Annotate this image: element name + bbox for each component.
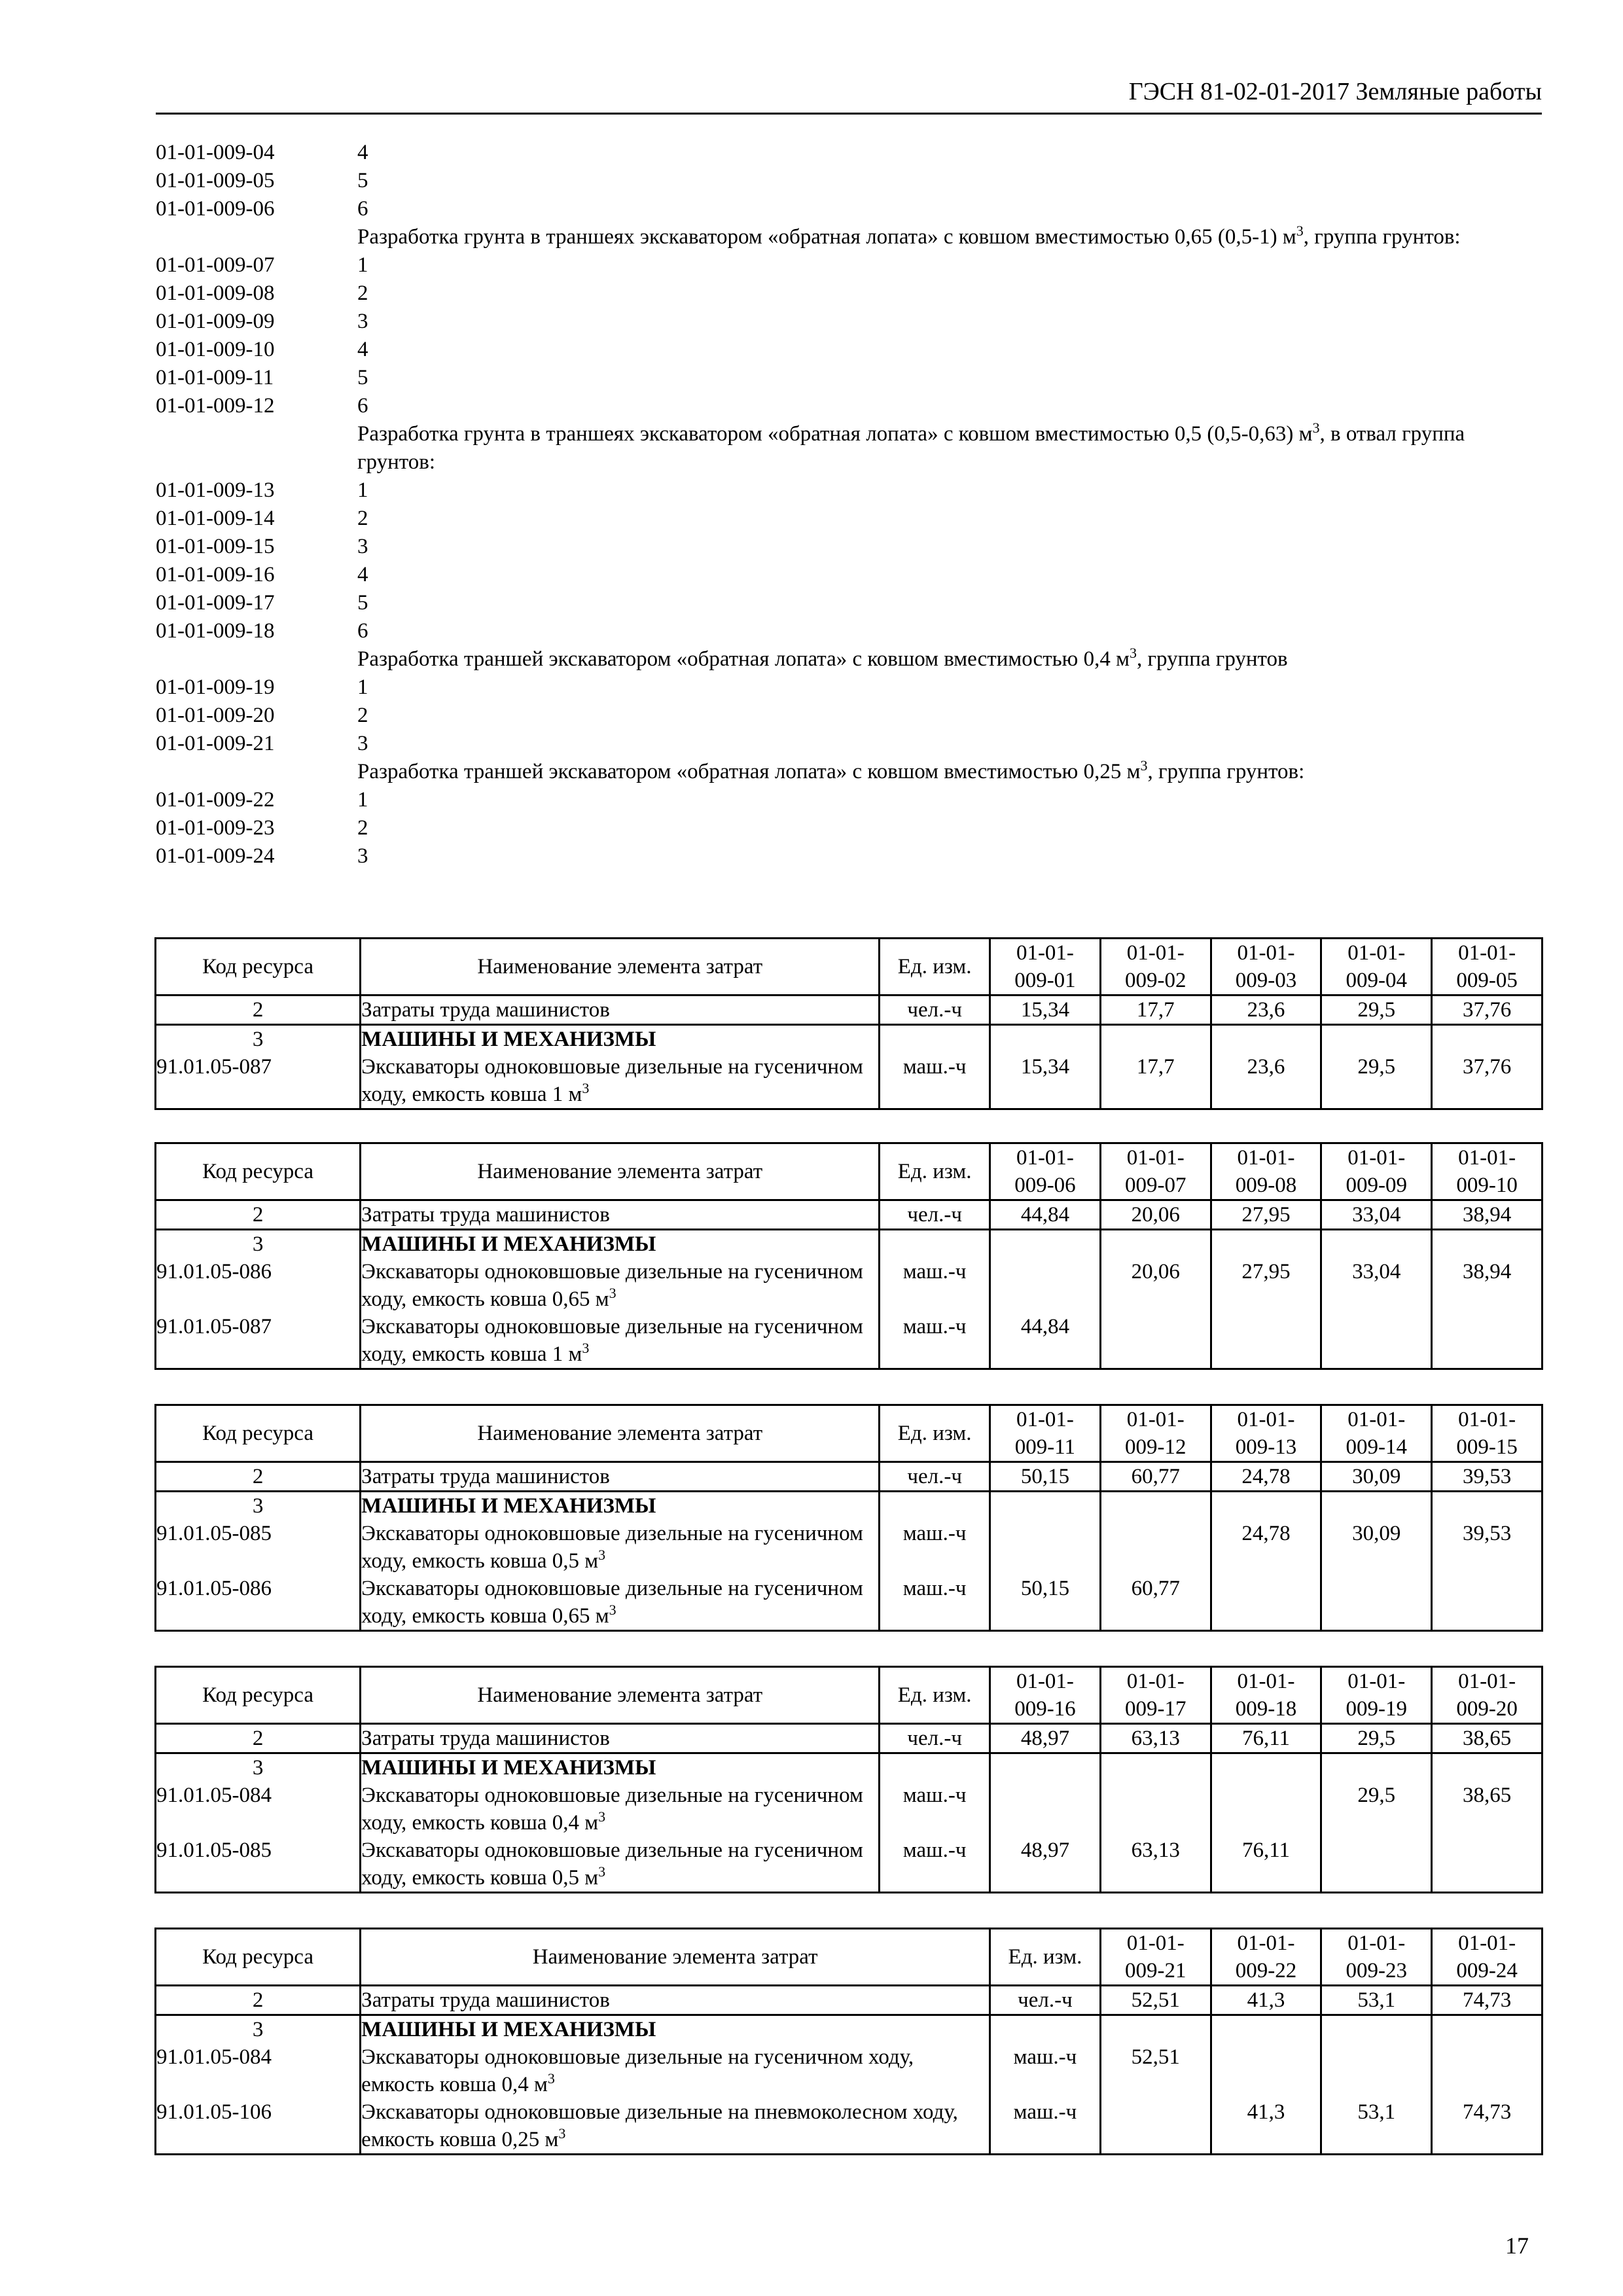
header-code: Код ресурса [156,1929,361,1986]
resource-unit: маш.-ч [990,2098,1101,2155]
norm-code: 01-01-009-07 [156,253,275,277]
section-description: Разработка траншей экскаватором «обратная лопата» с ковшом вместимостью 0,25 $м^3$, группа грунтов: [357,757,1305,783]
labor-value: 50,15 [990,1462,1101,1492]
labor-value: 33,04 [1321,1200,1432,1230]
labor-unit: чел.-ч [880,1200,990,1230]
table-header-row [156,1929,1543,1986]
machines-code: 3 [156,1230,361,1259]
group-number: 6 [357,394,368,418]
labor-value: 41,3 [1211,1986,1321,2015]
resource-name: Экскаваторы одноковшовые дизельные на гусеничном ходу, емкость ковша 0,5 $м^3$ [361,1520,880,1575]
resource-code: 91.01.05-084 [156,2043,361,2098]
section-description: Разработка траншей экскаватором «обратная лопата» с ковшом вместимостью 0,4 $м^3$, группа грунтов [357,645,1288,671]
header-name: Наименование элемента затрат [361,939,880,996]
group-number: 2 [357,507,368,530]
code-row [156,195,1542,223]
resource-value: 53,1 [1321,2098,1432,2155]
group-number: 5 [357,169,368,192]
norm-code: 01-01-009-11 [156,366,274,389]
machines-section-row [156,2015,1543,2044]
labor-name: Затраты труда машинистов [361,1986,990,2015]
code-row [156,533,1542,561]
empty-cell [1100,2015,1211,2044]
resource-row [156,1313,1543,1369]
labor-name: Затраты труда машинистов [361,996,880,1025]
labor-value: 48,97 [990,1724,1101,1753]
header-norm-code: 01-01- 009-22 [1211,1929,1321,1986]
header-norm-code: 01-01- 009-18 [1211,1667,1321,1724]
section-description: Разработка грунта в траншеях экскаватором «обратная лопата» с ковшом вместимостью 0,65 (0,5-1) $м^3$, группа грунтов: [357,223,1461,249]
empty-cell [1321,1025,1432,1054]
labor-row [156,996,1543,1025]
resource-value: 60,77 [1100,1575,1211,1631]
machines-title: МАШИНЫ И МЕХАНИЗМЫ [361,1492,880,1520]
header-norm-code: 01-01- 009-03 [1211,939,1321,996]
group-number: 4 [357,563,368,586]
labor-value: 20,06 [1100,1200,1211,1230]
labor-name: Затраты труда машинистов [361,1200,880,1230]
group-number: 3 [357,310,368,333]
code-row [156,730,1542,758]
header-norm-code: 01-01- 009-08 [1211,1143,1321,1200]
empty-cell [1321,1230,1432,1259]
labor-value: 29,5 [1321,1724,1432,1753]
group-number: 2 [357,281,368,305]
labor-value: 17,7 [1100,996,1211,1025]
resource-unit: маш.-ч [990,2043,1101,2098]
resource-row [156,1520,1543,1575]
resource-value: 38,65 [1432,1782,1543,1837]
resource-unit: маш.-ч [880,1782,990,1837]
labor-value: 38,65 [1432,1724,1543,1753]
code-row [156,617,1542,645]
header-unit: Ед. изм. [880,1405,990,1462]
group-number: 2 [357,816,368,840]
labor-value: 39,53 [1432,1462,1543,1492]
resource-name: Экскаваторы одноковшовые дизельные на гусеничном ходу, емкость ковша 0,4 $м^3$ [361,2043,990,2098]
labor-code: 2 [156,996,361,1025]
labor-value: 15,34 [990,996,1101,1025]
labor-value: 37,76 [1432,996,1543,1025]
resource-value [990,1782,1101,1837]
norm-code: 01-01-009-21 [156,732,275,755]
header-norm-code: 01-01- 009-04 [1321,939,1432,996]
resource-name: Экскаваторы одноковшовые дизельные на гусеничном ходу, емкость ковша 0,65 $м^3$ [361,1258,880,1313]
resource-value: 74,73 [1432,2098,1543,2155]
empty-cell [1321,1492,1432,1520]
resource-value: 20,06 [1100,1258,1211,1313]
empty-cell [880,1753,990,1782]
resource-value [1211,2043,1321,2098]
labor-unit: чел.-ч [880,996,990,1025]
resource-value: 50,15 [990,1575,1101,1631]
resource-name: Экскаваторы одноковшовые дизельные на пневмоколесном ходу, емкость ковша 0,25 $м^3$ [361,2098,990,2155]
header-unit: Ед. изм. [880,939,990,996]
group-number: 5 [357,591,368,615]
labor-value: 52,51 [1100,1986,1211,2015]
cost-table [154,1404,1543,1632]
empty-cell [880,1492,990,1520]
code-row [156,308,1542,336]
labor-value: 63,13 [1100,1724,1211,1753]
header-unit: Ед. изм. [880,1143,990,1200]
resource-value [1100,1782,1211,1837]
code-row [156,476,1542,505]
resource-unit: маш.-ч [880,1053,990,1109]
machines-section-row [156,1492,1543,1520]
norm-code: 01-01-009-19 [156,675,275,699]
labor-code: 2 [156,1724,361,1753]
norm-code: 01-01-009-05 [156,169,275,192]
empty-cell [880,1025,990,1054]
code-row [156,364,1542,392]
header-norm-code: 01-01- 009-01 [990,939,1101,996]
empty-cell [1432,1492,1543,1520]
header-name: Наименование элемента затрат [361,1143,880,1200]
resource-value: 52,51 [1100,2043,1211,2098]
resource-value [1100,2098,1211,2155]
group-number: 3 [357,535,368,558]
labor-value: 30,09 [1321,1462,1432,1492]
labor-unit: чел.-ч [880,1462,990,1492]
resource-value [1100,1520,1211,1575]
group-number: 1 [357,253,368,277]
labor-row [156,1724,1543,1753]
resource-value: 15,34 [990,1053,1101,1109]
empty-cell [990,2015,1101,2044]
empty-cell [1211,2015,1321,2044]
labor-value: 23,6 [1211,996,1321,1025]
resource-row [156,1258,1543,1313]
labor-name: Затраты труда машинистов [361,1462,880,1492]
machines-title: МАШИНЫ И МЕХАНИЗМЫ [361,2015,990,2044]
empty-cell [1321,1753,1432,1782]
header-unit: Ед. изм. [990,1929,1101,1986]
resource-name: Экскаваторы одноковшовые дизельные на гусеничном ходу, емкость ковша 0,4 $м^3$ [361,1782,880,1837]
resource-row [156,1782,1543,1837]
header-norm-code: 01-01- 009-15 [1432,1405,1543,1462]
resource-unit: маш.-ч [880,1313,990,1369]
resource-value: 29,5 [1321,1782,1432,1837]
empty-cell [1100,1025,1211,1054]
resource-name: Экскаваторы одноковшовые дизельные на гусеничном ходу, емкость ковша 0,5 $м^3$ [361,1837,880,1893]
norm-code: 01-01-009-18 [156,619,275,643]
header-norm-code: 01-01- 009-13 [1211,1405,1321,1462]
page-number: 17 [1505,2233,1529,2259]
resource-value [1432,1575,1543,1631]
header-code: Код ресурса [156,1667,361,1724]
header-norm-code: 01-01- 009-20 [1432,1667,1543,1724]
labor-value: 60,77 [1100,1462,1211,1492]
empty-cell [1321,2015,1432,2044]
norm-code: 01-01-009-23 [156,816,275,840]
labor-name: Затраты труда машинистов [361,1724,880,1753]
header-norm-code: 01-01- 009-24 [1432,1929,1543,1986]
machines-code: 3 [156,1753,361,1782]
empty-cell [990,1230,1101,1259]
empty-cell [1211,1492,1321,1520]
labor-value: 44,84 [990,1200,1101,1230]
machines-title: МАШИНЫ И МЕХАНИЗМЫ [361,1025,880,1054]
header-norm-code: 01-01- 009-14 [1321,1405,1432,1462]
header-norm-code: 01-01- 009-06 [990,1143,1101,1200]
resource-value: 44,84 [990,1313,1101,1369]
table-header-row [156,1667,1543,1724]
labor-code: 2 [156,1986,361,2015]
code-row [156,589,1542,617]
norm-code: 01-01-009-14 [156,507,275,530]
labor-code: 2 [156,1200,361,1230]
norm-code: 01-01-009-12 [156,394,275,418]
resource-value: 37,76 [1432,1053,1543,1109]
norm-code: 01-01-009-24 [156,844,275,868]
code-row [156,842,1542,870]
section-description: Разработка грунта в траншеях экскаватором «обратная лопата» с ковшом вместимостью 0,5 (0,5-0,63) $м^3$, в отвал группа грунтов: [357,420,1465,474]
empty-cell [990,1025,1101,1054]
code-list [156,139,1542,870]
header-unit: Ед. изм. [880,1667,990,1724]
resource-value [1211,1313,1321,1369]
header-norm-code: 01-01- 009-12 [1100,1405,1211,1462]
machines-section-row [156,1025,1543,1054]
resource-value [1100,1313,1211,1369]
group-number: 4 [357,338,368,361]
empty-cell [990,1753,1101,1782]
labor-value: 76,11 [1211,1724,1321,1753]
group-number: 6 [357,619,368,643]
cost-table [154,1666,1543,1893]
header-name: Наименование элемента затрат [361,1667,880,1724]
resource-code: 91.01.05-085 [156,1520,361,1575]
labor-value: 53,1 [1321,1986,1432,2015]
header-code: Код ресурса [156,939,361,996]
cost-table [154,937,1543,1110]
norm-code: 01-01-009-16 [156,563,275,586]
code-row [156,786,1542,814]
resource-code: 91.01.05-106 [156,2098,361,2155]
resource-value: 39,53 [1432,1520,1543,1575]
code-row [156,336,1542,364]
resource-value [1432,1313,1543,1369]
group-number: 1 [357,788,368,812]
norm-code: 01-01-009-13 [156,478,275,502]
resource-value: 27,95 [1211,1258,1321,1313]
machines-code: 3 [156,2015,361,2044]
machines-code: 3 [156,1025,361,1054]
header-norm-code: 01-01- 009-05 [1432,939,1543,996]
resource-row [156,1837,1543,1893]
header-norm-code: 01-01- 009-21 [1100,1929,1211,1986]
machines-title: МАШИНЫ И МЕХАНИЗМЫ [361,1230,880,1259]
group-number: 6 [357,197,368,221]
header-norm-code: 01-01- 009-10 [1432,1143,1543,1200]
header-code: Код ресурса [156,1143,361,1200]
code-row [156,673,1542,702]
empty-cell [1100,1753,1211,1782]
norm-code: 01-01-009-22 [156,788,275,812]
norm-code: 01-01-009-08 [156,281,275,305]
code-row [156,167,1542,195]
labor-value: 29,5 [1321,996,1432,1025]
machines-section-row [156,1753,1543,1782]
machines-code: 3 [156,1492,361,1520]
group-number: 3 [357,732,368,755]
labor-row [156,1200,1543,1230]
norm-code: 01-01-009-10 [156,338,275,361]
header-code: Код ресурса [156,1405,361,1462]
labor-value: 38,94 [1432,1200,1543,1230]
resource-value [1432,2043,1543,2098]
header-norm-code: 01-01- 009-19 [1321,1667,1432,1724]
header-name: Наименование элемента затрат [361,1405,880,1462]
group-number: 4 [357,141,368,164]
header-norm-code: 01-01- 009-23 [1321,1929,1432,1986]
code-row [156,561,1542,589]
labor-value: 27,95 [1211,1200,1321,1230]
header-name: Наименование элемента затрат [361,1929,990,1986]
empty-cell [1211,1230,1321,1259]
table-header-row [156,1143,1543,1200]
group-number: 1 [357,675,368,699]
resource-value: 63,13 [1100,1837,1211,1893]
resource-name: Экскаваторы одноковшовые дизельные на гусеничном ходу, емкость ковша 1 $м^3$ [361,1313,880,1369]
empty-cell [1432,1230,1543,1259]
cost-table [154,1142,1543,1370]
resource-value: 33,04 [1321,1258,1432,1313]
page-header: ГЭСН 81-02-01-2017 Земляные работы [156,73,1542,115]
resource-row [156,2043,1543,2098]
labor-value: 24,78 [1211,1462,1321,1492]
header-norm-code: 01-01- 009-02 [1100,939,1211,996]
code-row [156,392,1542,420]
norm-code: 01-01-009-09 [156,310,275,333]
empty-cell [1100,1492,1211,1520]
resource-code: 91.01.05-084 [156,1782,361,1837]
resource-value: 41,3 [1211,2098,1321,2155]
norm-code: 01-01-009-15 [156,535,275,558]
resource-value: 76,11 [1211,1837,1321,1893]
norm-code: 01-01-009-17 [156,591,275,615]
norm-code: 01-01-009-06 [156,197,275,221]
code-row [156,279,1542,308]
resource-value [1211,1575,1321,1631]
group-number: 2 [357,704,368,727]
resource-code: 91.01.05-086 [156,1258,361,1313]
labor-row [156,1462,1543,1492]
resource-value: 30,09 [1321,1520,1432,1575]
header-norm-code: 01-01- 009-16 [990,1667,1101,1724]
code-row [156,139,1542,167]
group-number: 3 [357,844,368,868]
resource-unit: маш.-ч [880,1575,990,1631]
resource-value [1321,2043,1432,2098]
code-row [156,505,1542,533]
labor-value: 74,73 [1432,1986,1543,2015]
resource-row [156,1053,1543,1109]
code-row [156,251,1542,279]
empty-cell [1211,1753,1321,1782]
header-norm-code: 01-01- 009-07 [1100,1143,1211,1200]
resource-code: 91.01.05-087 [156,1313,361,1369]
table-header-row [156,1405,1543,1462]
resource-value: 38,94 [1432,1258,1543,1313]
resource-value: 48,97 [990,1837,1101,1893]
resource-value: 29,5 [1321,1053,1432,1109]
resource-value [1321,1837,1432,1893]
empty-cell [1211,1025,1321,1054]
resource-value [990,1258,1101,1313]
labor-unit: чел.-ч [880,1724,990,1753]
resource-row [156,1575,1543,1631]
resource-code: 91.01.05-087 [156,1053,361,1109]
code-row [156,702,1542,730]
resource-value [1211,1782,1321,1837]
group-number: 5 [357,366,368,389]
machines-section-row [156,1230,1543,1259]
cost-table [154,1928,1543,2155]
resource-name: Экскаваторы одноковшовые дизельные на гусеничном ходу, емкость ковша 0,65 $м^3$ [361,1575,880,1631]
header-norm-code: 01-01- 009-17 [1100,1667,1211,1724]
group-number: 1 [357,478,368,502]
header-norm-code: 01-01- 009-11 [990,1405,1101,1462]
header-norm-code: 01-01- 009-09 [1321,1143,1432,1200]
machines-title: МАШИНЫ И МЕХАНИЗМЫ [361,1753,880,1782]
resource-value: 17,7 [1100,1053,1211,1109]
resource-value [1321,1575,1432,1631]
resource-code: 91.01.05-086 [156,1575,361,1631]
resource-name: Экскаваторы одноковшовые дизельные на гусеничном ходу, емкость ковша 1 $м^3$ [361,1053,880,1109]
resource-value: 24,78 [1211,1520,1321,1575]
labor-row [156,1986,1543,2015]
resource-code: 91.01.05-085 [156,1837,361,1893]
empty-cell [1432,1753,1543,1782]
resource-value [1321,1313,1432,1369]
resource-unit: маш.-ч [880,1520,990,1575]
resource-unit: маш.-ч [880,1837,990,1893]
table-header-row [156,939,1543,996]
resource-row [156,2098,1543,2155]
empty-cell [990,1492,1101,1520]
empty-cell [1432,2015,1543,2044]
code-row [156,814,1542,842]
resource-value: 23,6 [1211,1053,1321,1109]
resource-unit: маш.-ч [880,1258,990,1313]
resource-value [1432,1837,1543,1893]
empty-cell [1432,1025,1543,1054]
labor-unit: чел.-ч [990,1986,1101,2015]
norm-code: 01-01-009-20 [156,704,275,727]
empty-cell [880,1230,990,1259]
norm-code: 01-01-009-04 [156,141,275,164]
empty-cell [1100,1230,1211,1259]
labor-code: 2 [156,1462,361,1492]
resource-value [990,1520,1101,1575]
